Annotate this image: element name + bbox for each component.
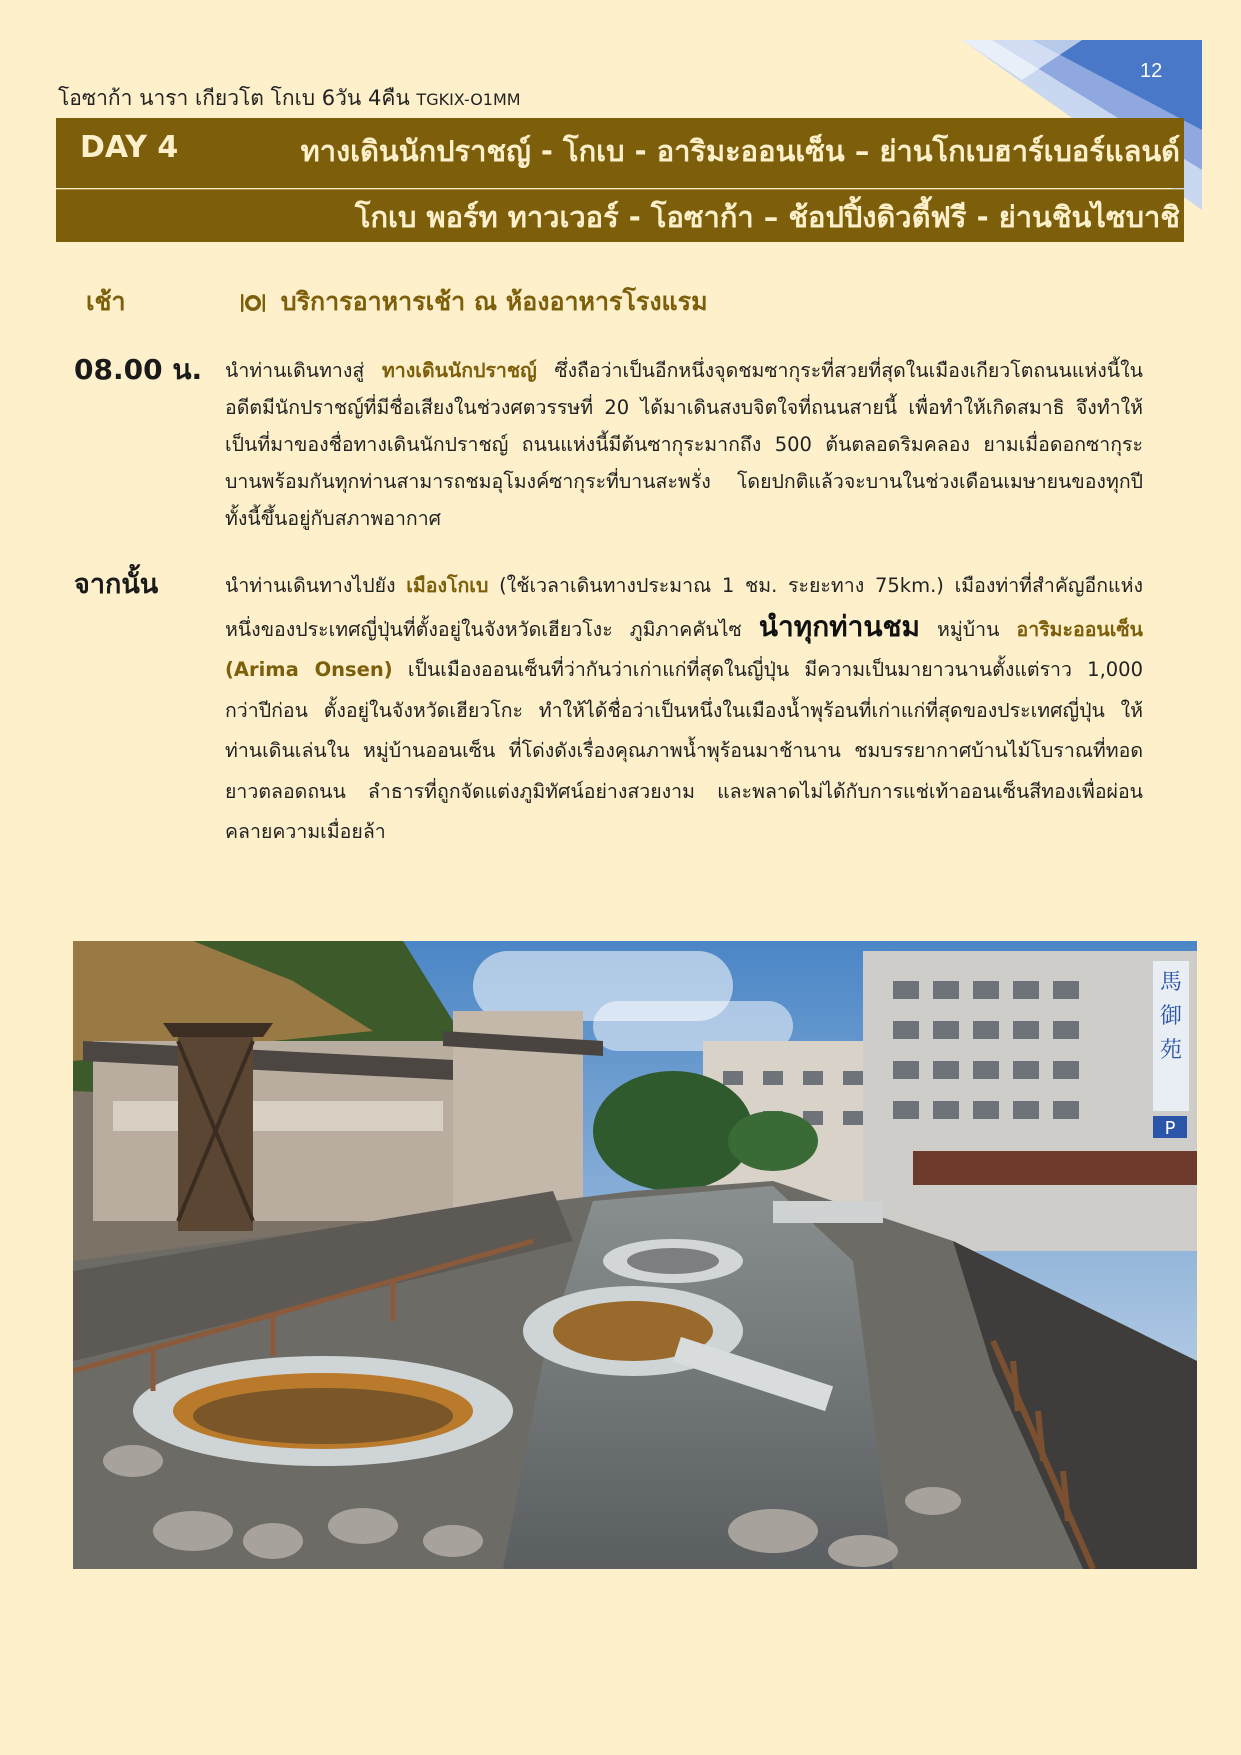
day-banner-row-1 bbox=[56, 118, 1184, 188]
tour-code: TGKIX-O1MM bbox=[416, 90, 521, 109]
tour-title: โอซาก้า นารา เกียวโต โกเบ 6วัน 4คืน bbox=[58, 86, 410, 110]
philosophers-path-highlight: ทางเดินนักปราชญ์ bbox=[381, 359, 537, 382]
dining-icon bbox=[240, 292, 266, 314]
kobe-arima-paragraph bbox=[225, 566, 1143, 853]
arima-onsen-photo bbox=[73, 941, 1197, 1569]
document-header bbox=[58, 82, 521, 115]
sign-char-2: 御 bbox=[1159, 1004, 1183, 1029]
arima-onsen-highlight: อาริมะออนเซ็น (Arima Onsen) bbox=[225, 617, 1143, 681]
sign-char-1: 馬 bbox=[1159, 970, 1183, 995]
sign-char-3: 苑 bbox=[1159, 1038, 1183, 1063]
day-title-line-2: โกเบ พอร์ท ทาวเวอร์ - โอซาก้า – ช้อปปิ้งดิวตี้ฟรี - ย่านชินไซบาชิ bbox=[354, 200, 1180, 234]
day-title-line-1: ทางเดินนักปราชญ์ - โกเบ - อาริมะออนเซ็น – ย่านโกเบฮาร์เบอร์แลนด์ bbox=[300, 134, 1180, 168]
paragraph-text: นำท่านเดินทางสู่ bbox=[225, 359, 365, 382]
time-0800: 08.00 น. bbox=[74, 353, 203, 386]
paragraph-text: ซึ่งถือว่าเป็นอีกหนึ่งจุดชมซากุระที่สวยที่สุดในเมืองเกียวโตถนนแห่งนี้ในอดีตมีนักปราชญ์ที่มีชื่อเสียงในช่วงศตวรรษที่ 20 ได้มาเดินสงบจิตใจที่ถนนสายนี้ เพื่อทำให้เกิดสมาธิ จึงทำให้เป็นที่มาของชื่อทางเดินนักปราชญ์ ถนนแห่งนี้มีต้นซากุระมากถึง 500 ต้นตลอดริมคลอง ยามเมื่อดอกซากุระบานพร้อมกันทุกท่านสามารถชมอุโมงค์ซากุระที่บานสะพรั่ง โดยปกติแล้วจะบานในช่วงเดือนเมษายนของทุกปี ทั้งนี้ขึ้นอยู่กับสภาพอากาศ bbox=[225, 359, 1143, 530]
day-label: DAY 4 bbox=[80, 130, 179, 165]
breakfast-text: บริการอาหารเช้า ณ ห้องอาหารโรงแรม bbox=[280, 287, 708, 316]
page-number: 12 bbox=[1140, 60, 1163, 82]
kobe-highlight: เมืองโกเบ bbox=[406, 574, 489, 597]
parking-sign: P bbox=[1164, 1118, 1176, 1139]
paragraph-text: (ใช้เวลาเดินทางประมาณ 1 ชม. ระยะทาง 75km.) เมืองท่าที่สำคัญอีกแห่งหนึ่งของประเทศญี่ปุ่นที่ตั้งอยู่ในจังหวัดเฮียวโงะ ภูมิภาคคันไซ bbox=[225, 574, 1143, 641]
philosophers-path-paragraph bbox=[225, 352, 1143, 537]
breakfast-row bbox=[240, 282, 708, 322]
day-banner-row-2 bbox=[56, 189, 1184, 242]
paragraph-text: นำท่านเดินทางไปยัง bbox=[225, 574, 396, 597]
emphasis-text: นำทุกท่านชม bbox=[758, 609, 920, 643]
paragraph-text: เป็นเมืองออนเซ็นที่ว่ากันว่าเก่าแก่ที่สุดในญี่ปุ่น มีความเป็นมายาวนานตั้งแต่ราว 1,000 กว่าปีก่อน ตั้งอยู่ในจังหวัดเฮียวโกะ ทำให้ได้ชื่อว่าเป็นหนึ่งในเมืองน้ำพุร้อนที่เก่าแก่ที่สุดของประเทศญี่ปุ่น ให้ท่านเดินเล่นใน หมู่บ้านออนเซ็น ที่โด่งดังเรื่องคุณภาพน้ำพุร้อนมาช้านาน ชมบรรยากาศบ้านไม้โบราณที่ทอดยาวตลอดถนน ลำธารที่ถูกจัดแต่งภูมิทัศน์อย่างสวยงาม และพลาดไม่ได้กับการแช่เท้าออนเซ็นสีทองเพื่อผ่อนคลายความเมื่อยล้า bbox=[225, 658, 1143, 843]
time-then: จากนั้น bbox=[74, 569, 159, 600]
paragraph-text: หมู่บ้าน bbox=[919, 617, 1017, 641]
breakfast-label: เช้า bbox=[86, 287, 126, 316]
